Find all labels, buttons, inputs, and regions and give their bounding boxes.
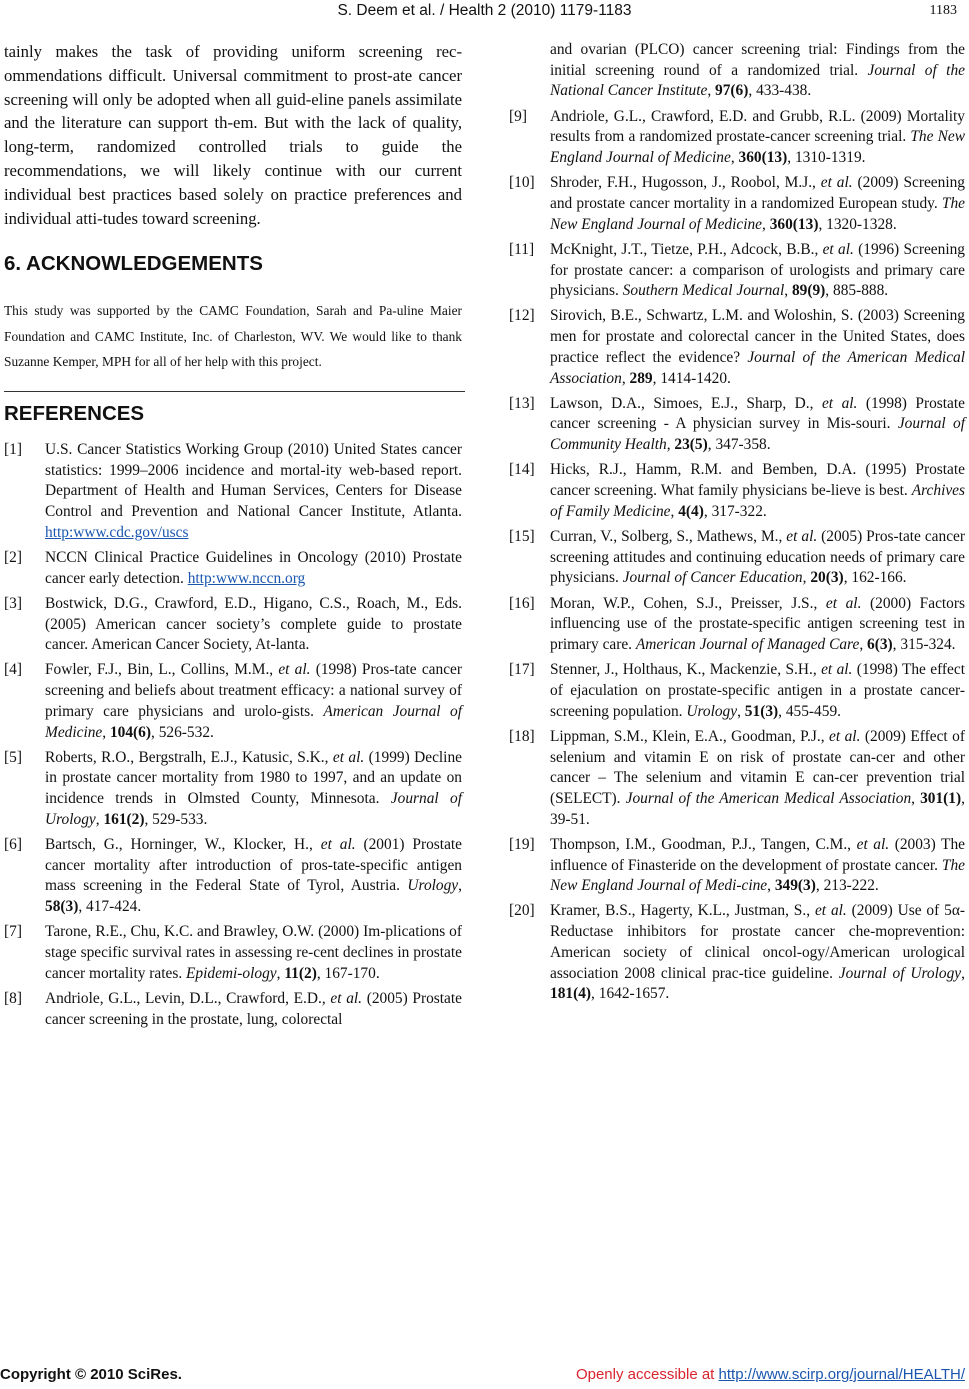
- reference-text: and ovarian (PLCO) cancer screening trial: Findings from the initial screening round of a randomized trial.: [550, 41, 965, 79]
- volume: 89(9): [791, 282, 826, 300]
- reference-item: [4, 548, 462, 589]
- journal-name: The New England Journal of Medicine: [550, 128, 965, 167]
- pages: , 167-170.: [316, 964, 380, 982]
- volume: 51(3): [744, 702, 779, 720]
- copyright-notice: Copyright © 2010 SciRes.: [0, 1366, 182, 1383]
- reference-text: Andriole, G.L., Levin, D.L., Crawford, E.D.,: [45, 989, 331, 1007]
- journal-name: Urology: [686, 702, 738, 720]
- reference-number: [17]: [509, 661, 535, 679]
- et-al: et al.: [814, 902, 847, 920]
- reference-text: Thompson, I.M., Goodman, P.J., Tangen, C.M.,: [550, 835, 857, 853]
- reference-text: Sirovich, B.E., Schwartz, L.M. and Woloshin, S. (2003) Screening men for prostate and colorectal cancer in the United States, does practice reflect the evidence?: [550, 307, 965, 366]
- reference-item: [509, 306, 965, 389]
- reference-item: [509, 835, 965, 897]
- reference-item: [4, 660, 462, 743]
- et-al: et al.: [822, 240, 854, 258]
- journal-name: Journal of Community Health: [550, 415, 965, 454]
- pages: , 317-322.: [703, 502, 767, 520]
- volume: 97(6): [715, 82, 749, 100]
- reference-item: [4, 594, 462, 656]
- reference-number: [14]: [509, 461, 535, 479]
- reference-item: [4, 989, 462, 1030]
- running-head: S. Deem et al. / Health 2 (2010) 1179-1183: [337, 2, 632, 19]
- pages: , 1642-1657.: [591, 985, 670, 1003]
- reference-text: (1999) Decline in prostate cancer mortality from 1980 to 1997, and an update on incidence trends in Olmsted County, Minnesota.: [45, 748, 462, 808]
- reference-item: [509, 173, 965, 235]
- reference-item: [4, 440, 462, 544]
- separator: ,: [961, 964, 965, 982]
- pages: , 529-533.: [144, 810, 208, 828]
- reference-text: Kramer, B.S., Hagerty, K.L., Justman, S.,: [550, 902, 815, 920]
- pages: , 1310-1319.: [787, 149, 866, 167]
- pages: , 417-424.: [78, 898, 142, 916]
- reference-list-right: [509, 40, 965, 1005]
- references-title: REFERENCES: [4, 401, 145, 425]
- reference-number: [5]: [4, 748, 22, 766]
- open-access-notice: [576, 1366, 965, 1383]
- reference-text: (1996) Screening for prostate cancer: a comparison of urologists and primary care physicians.: [550, 240, 965, 300]
- separator: ,: [762, 215, 770, 233]
- separator: ,: [621, 369, 630, 387]
- et-al: et al.: [330, 989, 363, 1007]
- separator: ,: [95, 810, 104, 828]
- right-column: [509, 40, 965, 1009]
- reference-text: Bostwick, D.G., Crawford, E.D., Higano, C.S., Roach, M., Eds. (2005) American cancer society’s complete guide to prostate cancer. American Cancer Society, At-lanta.: [45, 594, 462, 654]
- separator: ,: [767, 877, 775, 895]
- separator: ,: [911, 789, 921, 807]
- pages: , 213-222.: [815, 877, 879, 895]
- separator: ,: [102, 723, 110, 741]
- reference-number: [9]: [509, 107, 527, 125]
- reference-link[interactable]: http:www.nccn.org: [187, 569, 306, 587]
- reference-number: [11]: [509, 240, 535, 258]
- pages: , 433-438.: [748, 82, 812, 100]
- reference-text: U.S. Cancer Statistics Working Group (2010) United States cancer statistics: 1999–2006 incidence and mortal-ity web-based report. Department of Health and Human Services, Centers for Disease Control and Prevention and National Cancer Institute, Atlanta.: [45, 440, 462, 520]
- left-column: [4, 40, 462, 1035]
- reference-text: Curran, V., Solberg, S., Mathews, M.,: [550, 527, 787, 545]
- reference-item: [509, 107, 965, 169]
- journal-name: American Journal of Managed Care: [635, 635, 860, 653]
- reference-item: [4, 835, 462, 918]
- reference-item: [509, 240, 965, 302]
- reference-number: [19]: [509, 835, 535, 853]
- et-al: et al.: [825, 594, 862, 612]
- reference-text: Moran, W.P., Cohen, S.J., Preisser, J.S.,: [550, 594, 826, 612]
- volume: 360(13): [738, 149, 788, 167]
- et-al: et al.: [278, 661, 311, 679]
- acknowledgements-title: 6. ACKNOWLEDGEMENTS: [4, 252, 263, 276]
- reference-number: [3]: [4, 594, 22, 612]
- pages: , 455-459.: [778, 702, 841, 720]
- reference-item: [4, 748, 462, 831]
- journal-name: Journal of the National Cancer Institute: [550, 61, 965, 100]
- journal-name: The New England Journal of Medi-cine: [550, 856, 965, 895]
- reference-text: (2005) Prostate cancer screening in the prostate, lung, colorectal: [45, 989, 462, 1028]
- journal-link[interactable]: http://www.scirp.org/journal/HEALTH/: [718, 1366, 965, 1383]
- volume: 181(4): [550, 985, 592, 1003]
- reference-text: (2009) Screening and prostate cancer mortality in a randomized European study.: [550, 174, 965, 212]
- separator: ,: [730, 149, 739, 167]
- volume: 289: [629, 369, 653, 387]
- journal-name: Southern Medical Journal: [622, 282, 785, 300]
- reference-text: (2009) Effect of selenium and vitamin E on risk of prostate can-cer and other cancer – The selenium and vitamin E can-cer prevention trial (SELECT).: [550, 727, 965, 807]
- reference-text: Roberts, R.O., Bergstralh, E.J., Katusic, S.K.,: [45, 748, 333, 766]
- pages: , 526-532.: [151, 723, 214, 741]
- reference-number: [2]: [4, 548, 22, 566]
- reference-text: (2009) Use of 5α-Reductase inhibitors for prostate cancer che-moprevention: American society of clinical oncol-ogy/American urological association 2008 clinical prac-tice guideline.: [550, 902, 966, 982]
- reference-text: Andriole, G.L., Crawford, E.D. and Grubb, R.L. (2009) Mortality results from a randomized prostate-cancer screening trial.: [550, 107, 965, 146]
- reference-text: NCCN Clinical Practice Guidelines in Oncology (2010) Prostate cancer early detection.: [45, 548, 462, 587]
- et-al: et al.: [320, 836, 356, 854]
- page-footer: [0, 1366, 969, 1389]
- pages: , 1320-1328.: [818, 215, 897, 233]
- separator: ,: [707, 82, 716, 100]
- pages: , 315-324.: [892, 635, 956, 653]
- reference-text: (1998) Prostate cancer screening - A physician survey in Mis-souri.: [550, 394, 965, 433]
- separator: ,: [276, 964, 285, 982]
- reference-item: [509, 727, 965, 831]
- journal-name: Journal of Urology: [45, 790, 462, 828]
- intro-paragraph: tainly makes the task of providing uniform screening rec-ommendations difficult. Universal commitment to prost-ate cancer screening will only be adopted when all guid-eline panels assimilate and the literature can support th-em. But with the lack of quality, long-term, randomized controlled trials to guide the recommendations, we will likely continue with our current individual best practices based solely on practice preferences and individual atti-tudes toward screening.: [4, 42, 462, 228]
- reference-item: [509, 460, 965, 522]
- reference-item: [509, 40, 965, 102]
- separator: ,: [458, 877, 462, 895]
- journal-name: Journal of the American Medical Association: [625, 789, 912, 807]
- volume: 360(13): [769, 215, 819, 233]
- page-header: [0, 0, 969, 28]
- volume: 104(6): [109, 723, 152, 741]
- et-al: et al.: [856, 835, 890, 853]
- reference-item: [509, 594, 965, 656]
- et-al: et al.: [821, 661, 853, 679]
- reference-text: Stenner, J., Holthaus, K., Mackenzie, S.H.,: [550, 661, 822, 679]
- reference-text: Shroder, F.H., Hugosson, J., Roobol, M.J.,: [550, 174, 821, 192]
- reference-item: [509, 660, 965, 722]
- reference-number: [4]: [4, 661, 22, 679]
- reference-item: [509, 527, 965, 589]
- volume: 349(3): [774, 877, 816, 895]
- reference-text: (1998) The effect of ejaculation on prostate-specific antigen in a prostate cancer-screening population.: [550, 661, 965, 720]
- page-number: 1183: [929, 3, 957, 18]
- journal-name: Journal of Urology: [838, 964, 962, 982]
- journal-name: Archives of Family Medicine: [550, 482, 965, 520]
- reference-text: Fowler, F.J., Bin, L., Collins, M.M.,: [45, 661, 279, 679]
- reference-number: [6]: [4, 836, 22, 854]
- reference-number: [13]: [509, 394, 535, 412]
- reference-number: [10]: [509, 174, 535, 192]
- reference-item: [509, 394, 965, 456]
- pages: , 1414-1420.: [652, 369, 731, 387]
- reference-text: McKnight, J.T., Tietze, P.H., Adcock, B.B.,: [550, 240, 823, 258]
- journal-name: Journal of the American Medical Association: [550, 348, 965, 387]
- separator: ,: [666, 436, 675, 454]
- reference-number: [1]: [4, 440, 22, 458]
- reference-text: Tarone, R.E., Chu, K.C. and Brawley, O.W. (2000) Im-plications of stage specific survival rates in assessing re-cent declines in prostate cancer mortality rates.: [45, 923, 462, 982]
- reference-text: (2001) Prostate cancer mortality after introduction of pros-tate-specific antigen mass screening in the Federal State of Tyrol, Austria.: [45, 836, 463, 895]
- reference-number: [7]: [4, 923, 22, 941]
- volume: 23(5): [674, 436, 708, 454]
- reference-text: Hicks, R.J., Hamm, R.M. and Bemben, D.A. (1995) Prostate cancer screening. What family physicians be-lieve is best.: [550, 461, 965, 500]
- volume: 20(3): [810, 569, 844, 587]
- reference-number: [18]: [509, 727, 535, 745]
- reference-number: [8]: [4, 989, 22, 1007]
- reference-text: Bartsch, G., Horninger, W., Klocker, H.,: [45, 836, 321, 854]
- acknowledgements-text: This study was supported by the CAMC Foundation, Sarah and Pa-uline Maier Foundation and CAMC Institute, Inc. of Charleston, WV. We would like to thank Suzanne Kemper, MPH for all of her help with this project.: [4, 303, 462, 370]
- reference-number: [12]: [509, 307, 535, 325]
- volume: 58(3): [45, 898, 79, 916]
- et-al: et al.: [820, 174, 853, 192]
- separator: ,: [737, 702, 745, 720]
- volume: 161(2): [103, 810, 145, 828]
- reference-text: Lawson, D.A., Simoes, E.J., Sharp, D.,: [550, 394, 822, 412]
- reference-number: [20]: [509, 902, 535, 920]
- separator: ,: [859, 635, 868, 653]
- reference-number: [15]: [509, 527, 535, 545]
- reference-text: (1998) Pros-tate cancer screening and beliefs about treatment efficacy: a national survey of primary care physicians and urolo-gists.: [45, 661, 462, 720]
- pages: , 162-166.: [843, 569, 907, 587]
- separator: ,: [784, 282, 792, 300]
- et-al: et al.: [829, 727, 861, 745]
- volume: 6(3): [867, 635, 893, 653]
- separator: ,: [802, 569, 811, 587]
- journal-name: Urology: [407, 877, 459, 895]
- volume: 11(2): [284, 964, 317, 982]
- et-al: et al.: [332, 748, 365, 766]
- pages: , 39-51.: [550, 789, 965, 828]
- pages: , 347-358.: [707, 436, 771, 454]
- reference-text: Lippman, S.M., Klein, E.A., Goodman, P.J.,: [550, 727, 830, 745]
- separator: ,: [670, 502, 679, 520]
- reference-item: [4, 922, 462, 984]
- open-access-prefix: Openly accessible at: [575, 1366, 719, 1383]
- journal-name: Journal of Cancer Education: [622, 569, 803, 587]
- reference-text: (2005) Pros-tate cancer screening attitudes and continuing education needs of primary care physicians.: [550, 527, 965, 587]
- volume: 301(1): [920, 789, 962, 807]
- reference-number: [16]: [509, 594, 535, 612]
- reference-link[interactable]: http:www.cdc.gov/uscs: [45, 523, 189, 541]
- journal-name: American Journal of Medicine: [45, 702, 462, 741]
- section-divider: [4, 391, 465, 392]
- journal-name: Epidemi-ology: [186, 964, 277, 982]
- volume: 4(4): [678, 502, 704, 520]
- et-al: et al.: [786, 527, 818, 545]
- et-al: et al.: [821, 394, 858, 412]
- journal-name: The New England Journal of Medicine: [550, 194, 965, 233]
- reference-text: (2003) The influence of Finasteride on the development of prostate cancer.: [550, 835, 965, 874]
- pages: , 885-888.: [825, 282, 889, 300]
- reference-text: (2000) Factors influencing use of the prostate-specific antigen screening test in primary care.: [550, 594, 965, 653]
- reference-list-left: [4, 440, 462, 1030]
- reference-item: [509, 901, 965, 1005]
